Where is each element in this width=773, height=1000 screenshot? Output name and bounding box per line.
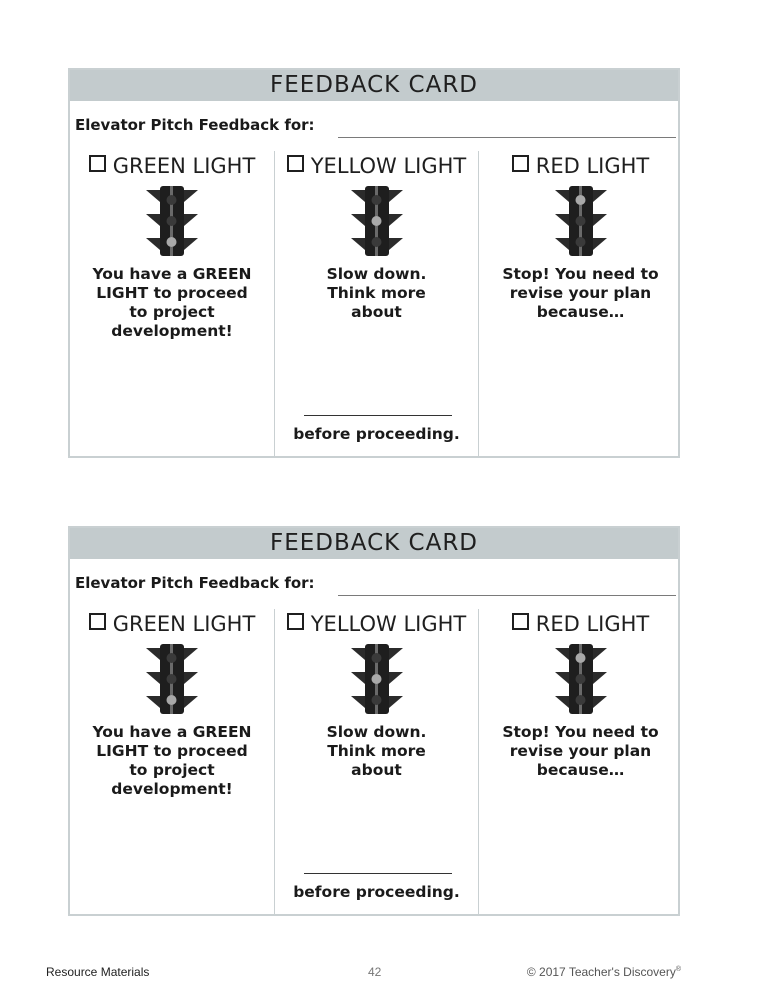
checkbox-icon[interactable] [512,613,529,630]
green-description: You have a GREEN LIGHT to proceed to project development! [92,723,252,798]
red-option-label: RED LIGHT [535,154,650,178]
yellow-option-label: YELLOW LIGHT [310,612,467,636]
feedback-card [68,68,680,458]
footer-section-label: Resource Materials [46,965,150,979]
green-option-label: GREEN LIGHT [112,154,256,178]
feedback-card [68,526,680,916]
option-yellow [274,609,479,915]
red-description: Stop! You need to revise your plan because… [502,723,659,779]
green-description: You have a GREEN LIGHT to proceed to project development! [92,265,252,340]
red-option-label: RED LIGHT [535,612,650,636]
pitch-row [70,101,678,139]
reason-blank-line[interactable] [304,873,452,874]
red-option-title[interactable] [479,154,682,178]
option-yellow [274,151,479,457]
green-option-title[interactable] [70,154,274,178]
option-red [479,151,682,457]
yellow-after-text: before proceeding. [293,883,460,901]
traffic-light-icon [345,642,409,718]
checkbox-icon[interactable] [512,155,529,172]
checkbox-icon[interactable] [287,613,304,630]
checkbox-icon[interactable] [89,613,106,630]
yellow-description: Slow down. Think more about [326,723,427,779]
pitch-label: Elevator Pitch Feedback for: [75,116,315,134]
reason-blank-line[interactable] [304,415,452,416]
pitch-label: Elevator Pitch Feedback for: [75,574,315,592]
registered-mark: ® [675,966,681,973]
traffic-light-icon [345,184,409,260]
traffic-light-icon [140,642,204,718]
traffic-light-icon [549,642,613,718]
checkbox-icon[interactable] [89,155,106,172]
pitch-row [70,559,678,597]
green-option-title[interactable] [70,612,274,636]
card-title: FEEDBACK CARD [70,528,678,559]
yellow-after-text: before proceeding. [293,425,460,443]
name-blank-line[interactable] [338,595,676,596]
option-green [70,609,274,915]
options-row [70,609,678,915]
name-blank-line[interactable] [338,137,676,138]
copyright [527,965,681,979]
page-number: 42 [368,965,382,979]
green-option-label: GREEN LIGHT [112,612,256,636]
option-red [479,609,682,915]
red-option-title[interactable] [479,612,682,636]
traffic-light-icon [549,184,613,260]
options-row [70,151,678,457]
red-description: Stop! You need to revise your plan because… [502,265,659,321]
card-title: FEEDBACK CARD [70,70,678,101]
yellow-option-label: YELLOW LIGHT [310,154,467,178]
checkbox-icon[interactable] [287,155,304,172]
yellow-option-title[interactable] [275,154,478,178]
option-green [70,151,274,457]
copyright-text: © 2017 Teacher's Discovery [526,965,676,979]
traffic-light-icon [140,184,204,260]
yellow-description: Slow down. Think more about [326,265,427,321]
yellow-option-title[interactable] [275,612,478,636]
